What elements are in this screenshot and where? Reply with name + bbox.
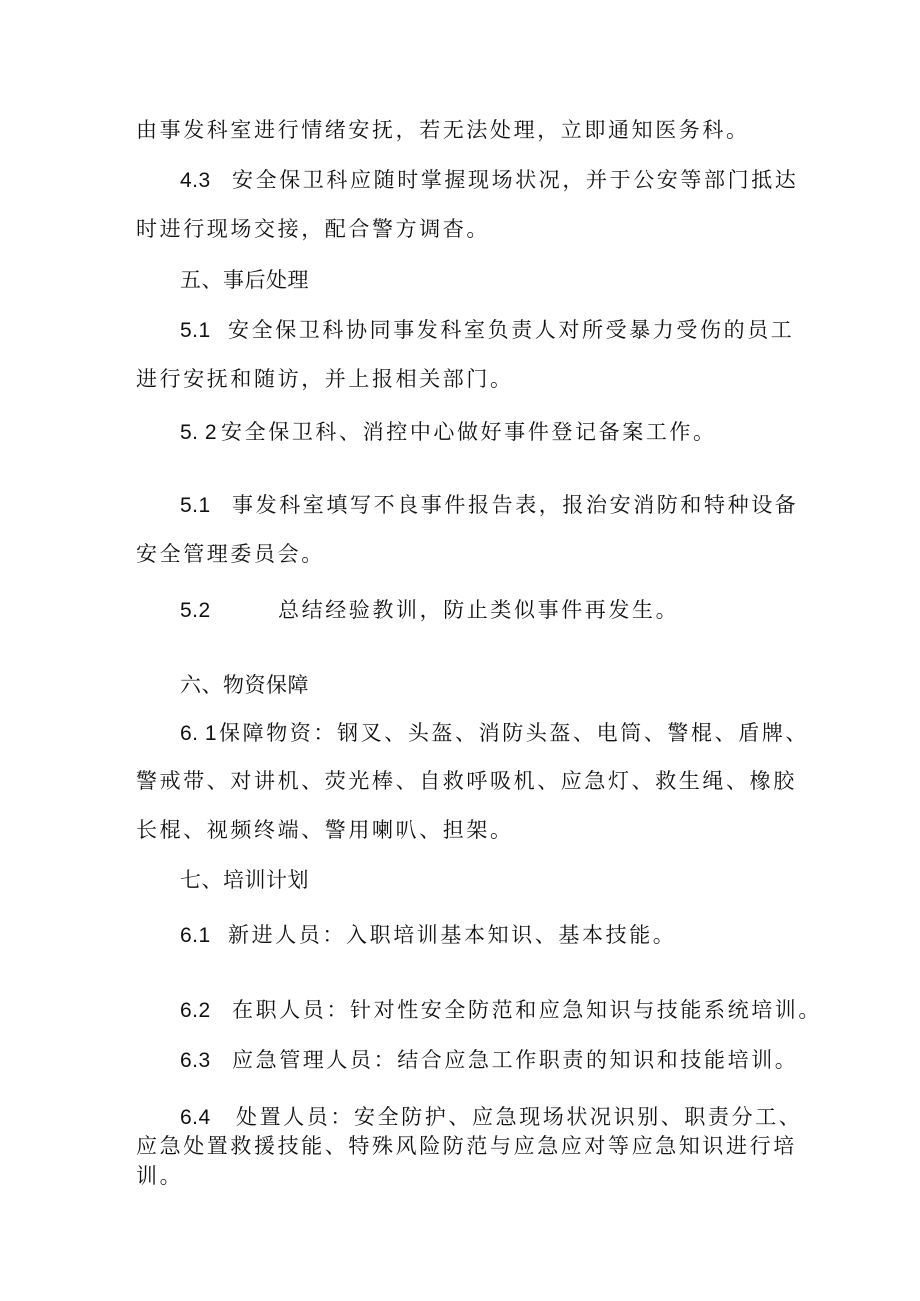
section-number: 6.3: [180, 1049, 211, 1072]
paragraph-line: [136, 767, 797, 795]
paragraph-5-1b: [180, 491, 798, 520]
paragraph-text: 总结经验教训，防止类似事件再发生。: [278, 598, 680, 622]
section-number: 5.1: [180, 319, 211, 342]
paragraph-text: 长棍、视频终端、警用喇叭、担架。: [136, 818, 514, 842]
paragraph-4-3: [180, 166, 798, 195]
paragraph-6-1: [180, 719, 809, 748]
section-number: 6.2: [180, 999, 211, 1022]
paragraph-5-2b: [180, 596, 679, 625]
section-number: 4.3: [180, 169, 211, 192]
paragraph-text: 应急处置救援技能、特殊风险防范与应急应对等应急知识进行培: [136, 1134, 797, 1158]
paragraph-5-1: [180, 316, 794, 345]
paragraph-text: 训。: [136, 1164, 184, 1188]
paragraph-text: 由事发科室进行情绪安抚，若无法处理，立即通知医务科。: [136, 118, 750, 142]
paragraph-line: [136, 816, 514, 844]
section-number: 5. 2: [180, 421, 218, 444]
section-heading-6: [180, 671, 309, 699]
paragraph-line: [136, 1162, 183, 1190]
paragraph-text: 进行安抚和随访，并上报相关部门。: [136, 367, 514, 391]
paragraph-line: [136, 365, 514, 393]
paragraph-text: 警戒带、对讲机、荧光棒、自救呼吸机、应急灯、救生绳、橡胶: [136, 769, 797, 793]
paragraph-line: [136, 1132, 797, 1160]
paragraph-line: [136, 540, 325, 568]
section-heading-5: [180, 266, 309, 294]
section-number: 6. 1: [180, 722, 218, 745]
paragraph-text: 新进人员：入职培训基本知识、基本技能。: [228, 923, 677, 947]
paragraph-text: 处置人员：安全防护、应急现场状况识别、职责分工、: [236, 1105, 803, 1129]
paragraph-5-2: [180, 418, 717, 447]
paragraph-text: 应急管理人员：结合应急工作职责的知识和技能培训。: [232, 1048, 799, 1072]
paragraph-text: 事发科室填写不良事件报告表，报治安消防和特种设备: [232, 493, 799, 517]
paragraph-text: 在职人员：针对性安全防范和应急知识与技能系统培训。: [232, 998, 822, 1022]
heading-text: 六、物资保障: [180, 673, 309, 697]
heading-text: 七、培训计划: [180, 868, 309, 892]
paragraph-6-1-training: [180, 921, 676, 950]
section-heading-7: [180, 866, 309, 894]
paragraph-text: 安全保卫科、消控中心做好事件登记备案工作。: [221, 420, 717, 444]
paragraph-line: [136, 215, 490, 243]
section-number: 5.2: [180, 599, 211, 622]
paragraph-text: 保障物资：钢叉、头盔、消防头盔、电筒、警棍、盾牌、: [219, 721, 810, 745]
paragraph-6-3-training: [180, 1046, 798, 1075]
section-number: 6.4: [180, 1106, 211, 1129]
paragraph-text: 安全保卫科协同事发科室负责人对所受暴力受伤的员工: [228, 318, 795, 342]
paragraph-text: 安全保卫科应随时掌握现场状况，并于公安等部门抵达: [232, 168, 799, 192]
paragraph-6-2-training: [180, 996, 822, 1025]
section-number: 5.1: [180, 494, 211, 517]
paragraph-text: 安全管理委员会。: [136, 542, 325, 566]
paragraph-line: [136, 116, 750, 144]
heading-text: 五、事后处理: [180, 268, 309, 292]
paragraph-text: 时进行现场交接，配合警方调杳。: [136, 217, 490, 241]
paragraph-6-4-training: [180, 1103, 802, 1132]
section-number: 6.1: [180, 924, 211, 947]
